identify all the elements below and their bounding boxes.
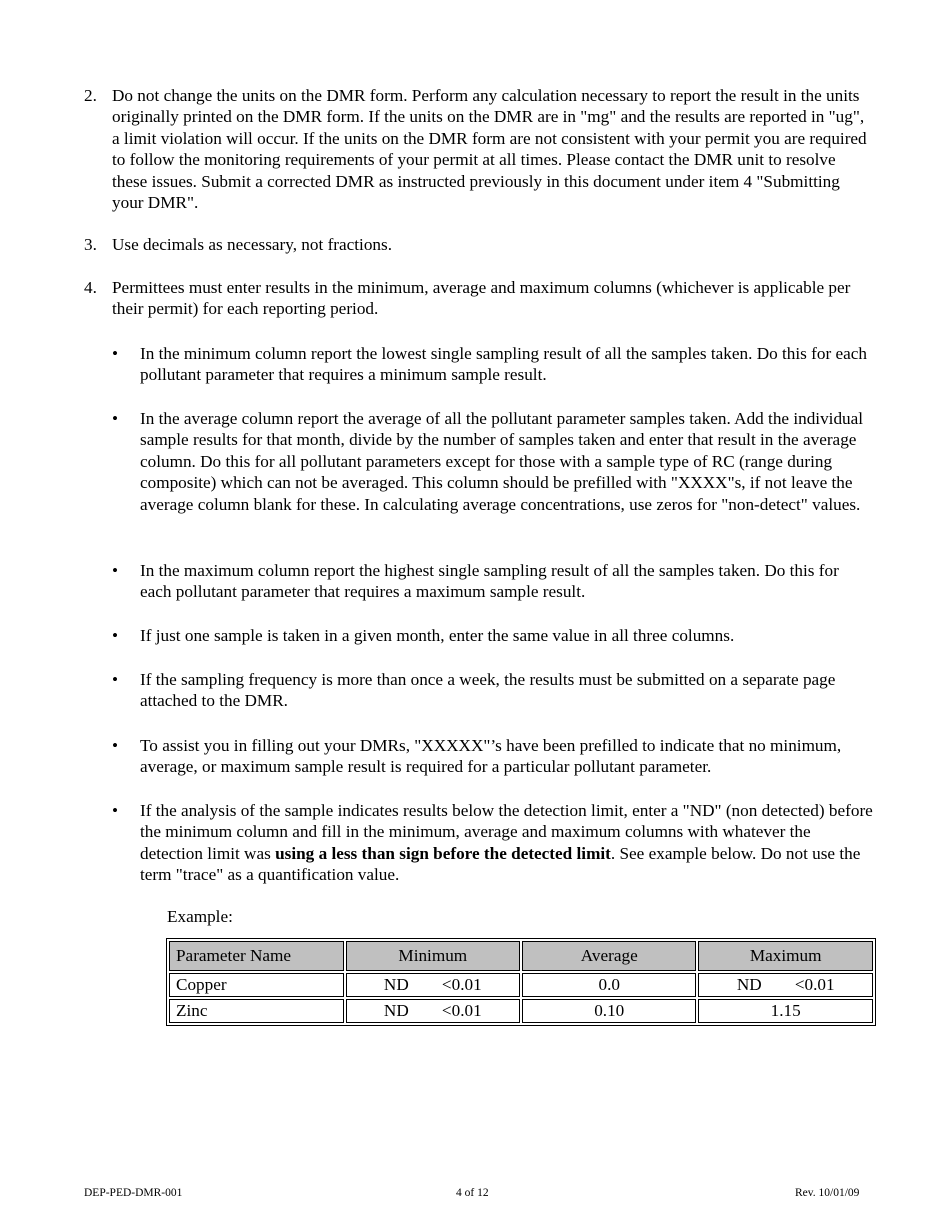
- nd-marker: ND: [736, 975, 762, 994]
- table-row: [169, 973, 873, 997]
- max-value: <0.01: [794, 975, 835, 994]
- bullet-icon: •: [112, 344, 119, 363]
- list-item-3: [84, 234, 874, 255]
- bullet-text: In the minimum column report the lowest single sampling result of all the samples taken. Do this for each pollutant parameter that requires a minimum sample result.: [140, 344, 867, 385]
- table-header-row: [169, 941, 873, 971]
- cell-minimum: [346, 973, 521, 997]
- item-text: Use decimals as necessary, not fractions.: [112, 235, 392, 254]
- cell-minimum: [346, 999, 521, 1023]
- cell-maximum: [698, 973, 873, 997]
- list-item-4: [84, 277, 874, 320]
- header-maximum: Maximum: [698, 941, 873, 971]
- bullet-maximum: [112, 560, 874, 603]
- bullet-text: If the sampling frequency is more than once a week, the results must be submitted on a separate page attached to the DMR.: [140, 670, 836, 711]
- bullet-text-start: If the analysis of the sample indicates results below the detection limit, enter a "ND" (non detected) before the minimum column and fill in the minimum, average and maximum columns with whatever the detection limit was: [140, 801, 873, 863]
- header-parameter-name: Parameter Name: [169, 941, 344, 971]
- bullet-text-bold: using a less than sign before the detected limit: [275, 843, 611, 863]
- header-average: Average: [522, 941, 696, 971]
- example-table: [166, 938, 876, 1026]
- bullet-text: If just one sample is taken in a given month, enter the same value in all three columns.: [140, 626, 735, 645]
- header-minimum: Minimum: [346, 941, 521, 971]
- bullet-icon: •: [112, 561, 119, 580]
- cell-maximum: 1.15: [698, 999, 873, 1023]
- item-number: 4.: [84, 278, 97, 297]
- bullet-text: In the average column report the average of all the pollutant parameter samples taken. Add the individual sample results for that month, divide by the number of samples taken and enter that result in the average column. Do this for all pollutant parameters except for those with a sample type of RC (range during composite) which can not be averaged. This column should be prefilled with "XXXX"s, if not leave the average column blank for these. In calculating average concentrations, use zeros for "non-detect" values.: [140, 409, 864, 514]
- nd-marker: ND: [383, 975, 409, 994]
- item-text: Do not change the units on the DMR form. Perform any calculation necessary to report the result in the units originally printed on the DMR form. If the units on the DMR are in "mg" and the results are reported in "ug", a limit violation will occur. If the units on the DMR form are not consistent with your permit you are required to follow the monitoring requirements of your permit at all times. Please contact the DMR unit to resolve these issues. Submit a corrected DMR as instructed previously in this document under item 4 "Submitting your DMR".: [112, 86, 867, 213]
- item-number: 2.: [84, 86, 97, 105]
- min-value: <0.01: [441, 1001, 482, 1020]
- bullet-one-sample: [112, 625, 874, 646]
- bullet-text-end: . See example below. Do not use the term "trace" as a quantification value.: [140, 843, 861, 885]
- table-row: [169, 999, 873, 1023]
- bullet-text: To assist you in filling out your DMRs, "XXXXX"’s have been prefilled to indicate that no minimum, average, or maximum sample result is required for a particular pollutant parameter.: [140, 736, 842, 777]
- bullet-minimum: [112, 343, 874, 386]
- item-text: Permittees must enter results in the minimum, average and maximum columns (whichever is applicable per their permit) for each reporting period.: [112, 278, 851, 319]
- bullet-icon: •: [112, 670, 119, 689]
- bullet-detection-limit: [112, 800, 874, 886]
- cell-parameter-name: Copper: [169, 973, 344, 997]
- bullet-frequency: [112, 669, 874, 712]
- footer-doc-id: DEP-PED-DMR-001: [84, 1187, 183, 1199]
- nd-marker: ND: [383, 1001, 409, 1020]
- bullet-text: [140, 800, 874, 886]
- cell-average: 0.0: [522, 973, 696, 997]
- item-number: 3.: [84, 235, 97, 254]
- bullet-text: In the maximum column report the highest single sampling result of all the samples taken. Do this for each pollutant parameter that requires a maximum sample result.: [140, 561, 839, 602]
- bullet-prefilled: [112, 735, 874, 778]
- footer-page-number: 4 of 12: [456, 1187, 489, 1199]
- bullet-icon: •: [112, 801, 119, 820]
- footer-revision: Rev. 10/01/09: [795, 1187, 860, 1199]
- bullet-icon: •: [112, 736, 119, 755]
- list-item-2: [84, 85, 874, 213]
- bullet-icon: •: [112, 409, 119, 428]
- min-value: <0.01: [441, 975, 482, 994]
- cell-parameter-name: Zinc: [169, 999, 344, 1023]
- bullet-icon: •: [112, 626, 119, 645]
- bullet-average: [112, 408, 874, 515]
- example-label: Example:: [167, 907, 233, 926]
- cell-average: 0.10: [522, 999, 696, 1023]
